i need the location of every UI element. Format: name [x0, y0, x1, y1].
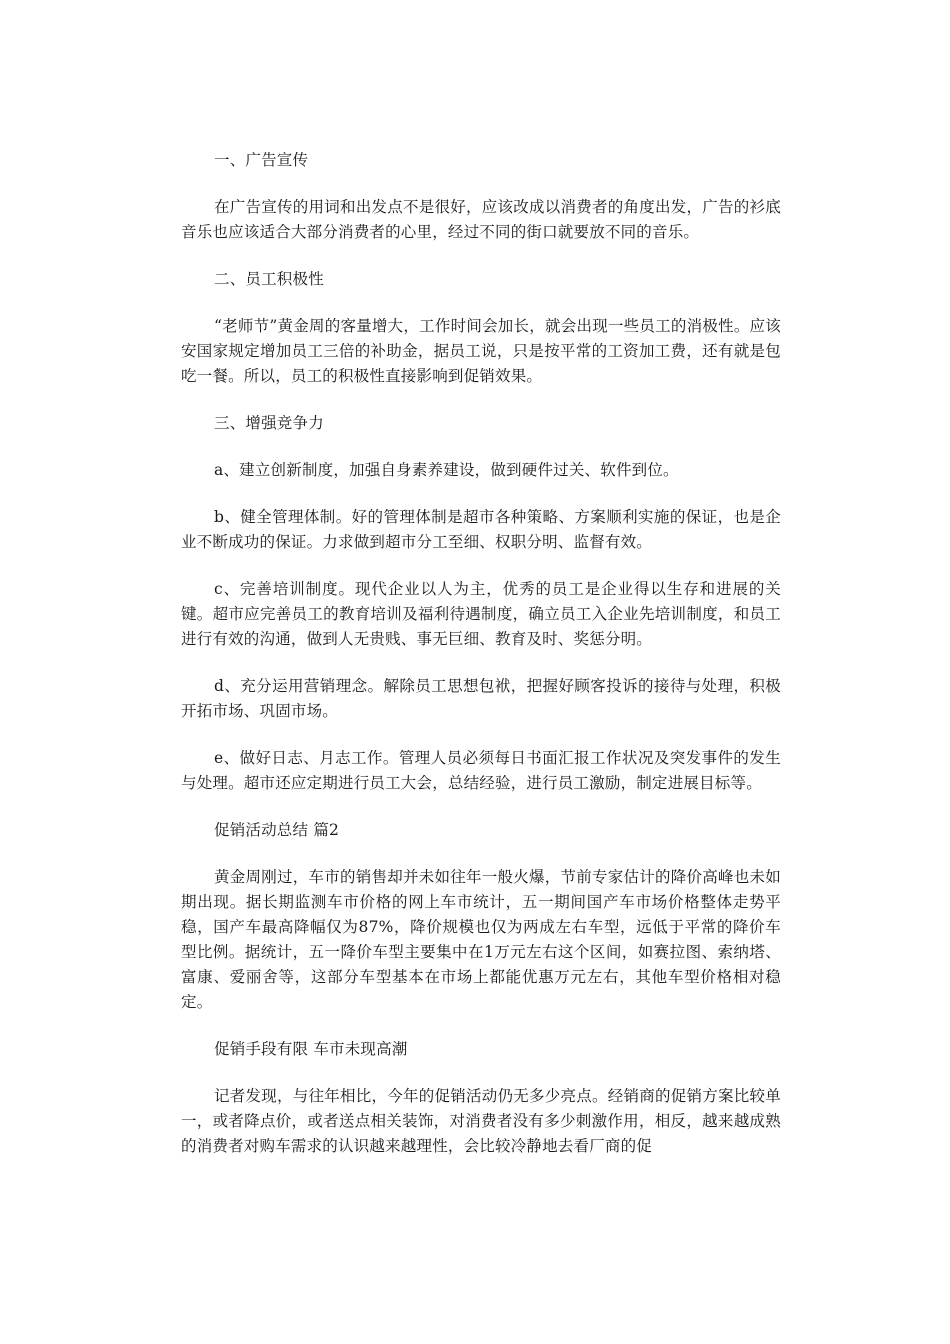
paragraph-item-c: c、完善培训制度。现代企业以人为主，优秀的员工是企业得以生存和进展的关键。超市应完善员工的教育培训及福利待遇制度，确立员工入企业先培训制度，和员工进行有效的沟通，做到人无贵贱、事无巨细、教育及时、奖惩分明。: [181, 580, 781, 648]
section-heading-ad: 一、广告宣传: [214, 151, 309, 169]
paragraph-item-e: e、做好日志、月志工作。管理人员必须每日书面汇报工作状况及突发事件的发生与处理。超市还应定期进行员工大会，总结经验，进行员工激励，制定进展目标等。: [181, 749, 781, 792]
section-heading-part2: 促销活动总结 篇2: [214, 821, 340, 839]
section-heading-competitiveness: 三、增强竞争力: [214, 414, 324, 432]
section-heading-staff: 二、员工积极性: [214, 270, 324, 288]
paragraph-ad: 在广告宣传的用词和出发点不是很好，应该改成以消费者的角度出发，广告的衫底音乐也应该适合大部分消费者的心里，经过不同的街口就要放不同的音乐。: [181, 198, 781, 241]
document-body: [181, 148, 781, 1181]
section-heading-promotion: 促销手段有限 车市未现高潮: [214, 1040, 408, 1058]
paragraph-item-d: d、充分运用营销理念。解除员工思想包袱，把握好顾客投诉的接待与处理，积极开拓市场、巩固市场。: [181, 677, 781, 720]
paragraph-reporter: 记者发现，与往年相比，今年的促销活动仍无多少亮点。经销商的促销方案比较单一，或者降点价，或者送点相关装饰，对消费者没有多少刺激作用，相反，越来越成熟的消费者对购车需求的认识越来越理性，会比较冷静地去看厂商的促: [181, 1087, 781, 1155]
paragraph-golden-week: 黄金周刚过，车市的销售却并未如往年一般火爆，节前专家估计的降价高峰也未如期出现。据长期监测车市价格的网上车市统计，五一期间国产车市场价格整体走势平稳，国产车最高降幅仅为87%，降价规模也仅为两成左右车型，远低于平常的降价车型比例。据统计，五一降价车型主要集中在1万元左右这个区间，如赛拉图、索纳塔、富康、爱丽舍等，这部分车型基本在市场上都能优惠万元左右，其他车型价格相对稳定。: [181, 868, 781, 1011]
paragraph-staff: “老师节”黄金周的客量增大，工作时间会加长，就会出现一些员工的消极性。应该安国家规定增加员工三倍的补助金，据员工说，只是按平常的工资加工费，还有就是包吃一餐。所以，员工的积极性直接影响到促销效果。: [181, 317, 781, 385]
paragraph-item-a: a、建立创新制度，加强自身素养建设，做到硬件过关、软件到位。: [214, 461, 679, 479]
paragraph-item-b: b、健全管理体制。好的管理体制是超市各种策略、方案顺利实施的保证，也是企业不断成功的保证。力求做到超市分工至细、权职分明、监督有效。: [181, 508, 781, 551]
